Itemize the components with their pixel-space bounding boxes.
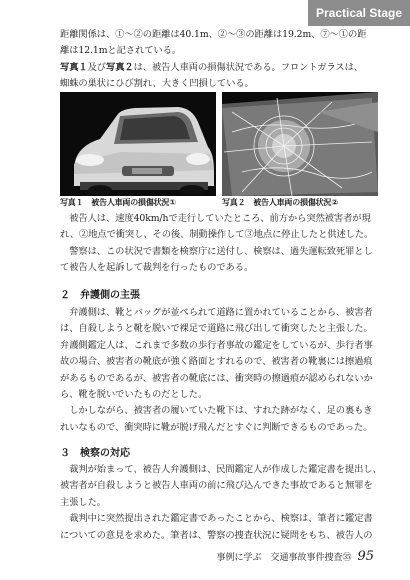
- text-line: [60, 60, 376, 76]
- text-line: は、自殺しようと靴を脱いで裸足で道路に飛び出して衝突したと主張した。: [60, 323, 373, 335]
- text-line: 被害者が自殺しようと被告人車両の前に飛び込んできた事故であると無罪を: [60, 480, 373, 492]
- text-line: があるものであるが、被害者の靴底には、衝突時の擦過痕が認められないか: [60, 372, 373, 384]
- cracked-windshield-image: [222, 92, 378, 196]
- photo-ref: 写真１: [60, 61, 88, 73]
- photo-2: [222, 92, 378, 196]
- text-fragment: 及び: [87, 61, 106, 73]
- text-line: 故の場合、被害者の靴底が強く路面とすれるので、被害者の靴裏には擦過痕: [60, 356, 373, 368]
- paragraph-3: [60, 462, 382, 544]
- text-line: 弁護側は、靴とバッグが並べられて道路に置かれていることから、被害者: [60, 307, 373, 318]
- section-number: ３: [60, 448, 70, 459]
- figure-caption: 被告人車両の損傷状況②: [253, 198, 338, 207]
- figure-label: 写真１: [60, 198, 84, 207]
- text-line: ら、靴を脱いでいたものだとした。: [60, 389, 208, 401]
- photo-1: [60, 92, 216, 196]
- section-2-heading: [60, 288, 376, 304]
- photo-ref: 写真２: [106, 61, 134, 73]
- figure-label: 写真２: [222, 198, 246, 207]
- car-front-image: [60, 92, 216, 196]
- text-line: れいなもので、衝突時に靴が脱げ飛んだとすぐに判断できるものであった。: [60, 421, 373, 433]
- section-title: 検察の対応: [80, 448, 130, 459]
- text-line: て被告人を起訴して裁判を行ったものである。: [60, 262, 254, 274]
- text-fragment: は、被告人車両の損傷状況である。フロントガラスは、: [133, 61, 363, 73]
- page-footer: [216, 549, 374, 564]
- paragraph-1: [60, 211, 376, 277]
- photo-1-caption: [60, 197, 216, 209]
- section-title: 弁護側の主張: [80, 290, 140, 301]
- page-number: 95: [357, 549, 374, 564]
- text-line: 蜘蛛の巣状にひび割れ、大きく凹損している。: [60, 78, 254, 90]
- section-3-heading: [60, 446, 376, 462]
- text-line: 警察は、この状況で書類を検察庁に送付し、検察は、過失運転致死罪とし: [60, 245, 373, 257]
- intro-paragraph: [60, 27, 376, 93]
- text-line: 裁判が始まって、被告人弁護側は、民間鑑定人が作成した鑑定書を提出し、: [60, 464, 382, 475]
- text-line: れ、②地点で衝突し、その後、制動操作して③地点に停止したと供述した。: [60, 229, 374, 241]
- text-line: 被告人は、速度40km/hで走行していたところ、前方から突然被害者が現: [60, 213, 371, 224]
- text-line: 離は12.1mと記されている。: [60, 45, 181, 57]
- section-number: ２: [60, 290, 70, 301]
- figure-caption: 被告人車両の損傷状況①: [91, 198, 176, 207]
- text-line: 距離関係は、①～②の距離は40.1m、②～③の距離は19.2m、⑦～①の距: [60, 29, 367, 40]
- series-title: 事例に学ぶ 交通事故事件捜査㉟: [216, 553, 352, 563]
- photo-2-caption: [222, 197, 378, 209]
- paragraph-2: [60, 305, 376, 436]
- section-tab: Practical Stage: [308, 0, 410, 26]
- text-line: 裁判中に突然提出された鑑定書であったことから、検察は、筆者に鑑定書: [60, 513, 373, 525]
- text-line: についての意見を求めた。筆者は、警察の捜査状況に疑問をもち、被告人の: [60, 529, 373, 541]
- text-line: 主張した。: [60, 496, 106, 508]
- text-line: しかしながら、被害者の履いていた靴下は、すれた跡がなく、足の裏もき: [60, 405, 373, 417]
- text-line: 弁護側鑑定人は、これまで多数の歩行者事故の鑑定をしているが、歩行者事: [60, 339, 373, 351]
